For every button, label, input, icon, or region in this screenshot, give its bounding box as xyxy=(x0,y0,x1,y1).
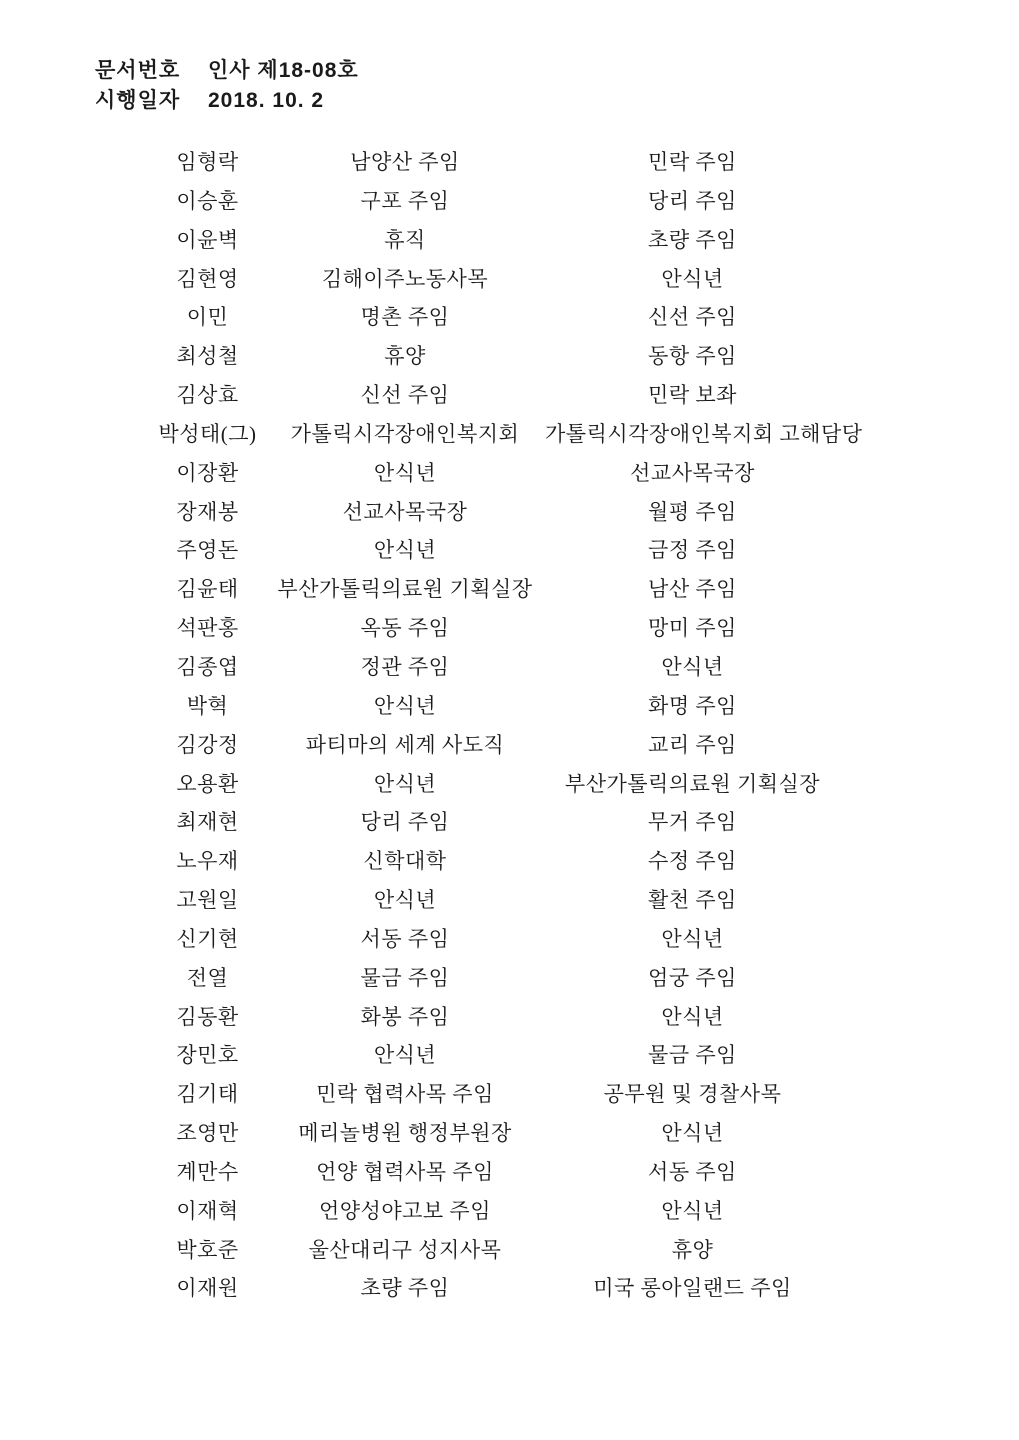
roster-cell-previous-position: 당리 주임 xyxy=(360,810,450,835)
roster-cell-previous-position: 안식년 xyxy=(373,1043,437,1068)
roster-cell-new-position: 휴양 xyxy=(671,1237,714,1262)
roster-row xyxy=(0,221,1019,260)
roster-cell-new-position: 월평 주임 xyxy=(648,499,737,524)
roster-cell-previous-position: 안식년 xyxy=(373,888,437,913)
roster-cell-previous-position: 안식년 xyxy=(373,460,437,485)
roster-cell-previous-position: 정관 주임 xyxy=(360,654,450,679)
roster-cell-name: 장민호 xyxy=(176,1043,239,1068)
roster-row xyxy=(0,1036,1019,1075)
roster-cell-previous-position: 언양 협력사목 주임 xyxy=(316,1159,494,1184)
roster-row xyxy=(0,959,1019,998)
roster-cell-previous-position: 물금 주임 xyxy=(360,965,450,990)
roster-row xyxy=(0,803,1019,842)
roster-cell-new-position: 물금 주임 xyxy=(648,1043,737,1068)
roster-cell-name: 박성태(그) xyxy=(158,421,257,446)
roster-cell-previous-position: 구포 주임 xyxy=(360,188,450,213)
roster-cell-new-position: 남산 주임 xyxy=(648,577,737,602)
roster-cell-name: 신기현 xyxy=(176,926,239,951)
roster-cell-name: 이민 xyxy=(186,305,229,330)
roster-row xyxy=(0,143,1019,182)
roster-row xyxy=(0,881,1019,920)
roster-cell-name: 김강정 xyxy=(176,732,239,757)
roster-cell-name: 고원일 xyxy=(176,888,239,913)
roster-cell-new-position: 수정 주임 xyxy=(648,849,737,874)
roster-row xyxy=(0,298,1019,337)
roster-cell-new-position: 엄궁 주임 xyxy=(648,965,737,990)
roster-cell-name: 김동환 xyxy=(176,1004,239,1029)
roster-cell-previous-position: 민락 협력사목 주임 xyxy=(316,1082,494,1107)
roster-cell-name: 김종엽 xyxy=(176,654,239,679)
roster-cell-previous-position: 안식년 xyxy=(373,771,437,796)
roster-cell-name: 최재현 xyxy=(176,810,239,835)
roster-cell-new-position: 안식년 xyxy=(661,1121,724,1146)
roster-cell-previous-position: 김해이주노동사목 xyxy=(321,266,489,291)
roster-cell-previous-position: 휴양 xyxy=(384,344,426,369)
doc-number-label: 문서번호 xyxy=(95,59,181,82)
roster-row xyxy=(0,1192,1019,1231)
roster-row xyxy=(0,1153,1019,1192)
roster-cell-name: 주영돈 xyxy=(176,538,239,563)
roster-cell-name: 이재혁 xyxy=(176,1198,239,1223)
roster-cell-new-position: 서동 주임 xyxy=(648,1159,737,1184)
roster-cell-previous-position: 가톨릭시각장애인복지회 xyxy=(290,421,520,446)
roster-cell-new-position: 망미 주임 xyxy=(648,616,737,641)
roster-cell-new-position: 공무원 및 경찰사목 xyxy=(603,1082,782,1107)
roster-cell-name: 이재원 xyxy=(176,1276,239,1301)
roster-cell-previous-position: 안식년 xyxy=(373,538,437,563)
doc-number-line xyxy=(95,56,359,86)
roster-cell-new-position: 안식년 xyxy=(661,654,724,679)
roster-cell-previous-position: 초량 주임 xyxy=(360,1276,450,1301)
roster-row xyxy=(0,1114,1019,1153)
roster-cell-previous-position: 부산가톨릭의료원 기획실장 xyxy=(277,577,533,602)
roster-row xyxy=(0,920,1019,959)
roster-cell-previous-position: 남양산 주임 xyxy=(350,150,460,174)
roster-cell-name: 전열 xyxy=(186,965,229,990)
roster-cell-name: 임형락 xyxy=(176,150,239,174)
roster-cell-new-position: 안식년 xyxy=(661,1004,724,1029)
roster-cell-name: 박호준 xyxy=(176,1237,239,1262)
roster-row xyxy=(0,687,1019,726)
roster-cell-name: 조영만 xyxy=(176,1121,239,1146)
roster-row xyxy=(0,842,1019,881)
roster-cell-previous-position: 화봉 주임 xyxy=(360,1004,450,1029)
roster-cell-new-position: 금정 주임 xyxy=(648,538,737,563)
roster-cell-name: 김기태 xyxy=(176,1082,239,1107)
roster-cell-name: 석판홍 xyxy=(176,616,239,641)
roster-cell-previous-position: 울산대리구 성지사목 xyxy=(308,1237,502,1262)
roster-cell-previous-position: 서동 주임 xyxy=(360,926,450,951)
roster-cell-new-position: 동항 주임 xyxy=(648,344,737,369)
roster-cell-new-position: 민락 보좌 xyxy=(648,383,737,408)
roster-cell-new-position: 신선 주임 xyxy=(648,305,737,330)
roster-cell-previous-position: 메리놀병원 행정부원장 xyxy=(298,1121,512,1146)
roster-row xyxy=(0,1231,1019,1270)
roster-row xyxy=(0,570,1019,609)
roster-cell-name: 박혁 xyxy=(186,693,229,718)
roster-cell-new-position: 안식년 xyxy=(661,926,724,951)
roster-row xyxy=(0,1269,1019,1308)
roster-row xyxy=(0,260,1019,299)
roster-cell-name: 오용환 xyxy=(176,771,239,796)
roster-row xyxy=(0,531,1019,570)
roster-cell-previous-position: 파티마의 세계 사도직 xyxy=(305,732,505,757)
roster-cell-previous-position: 언양성야고보 주임 xyxy=(318,1198,492,1223)
roster-row xyxy=(0,726,1019,765)
roster-cell-new-position: 민락 주임 xyxy=(648,150,737,174)
effective-date-label: 시행일자 xyxy=(95,89,181,112)
roster-cell-new-position: 미국 롱아일랜드 주임 xyxy=(593,1276,792,1301)
roster-row xyxy=(0,415,1019,454)
roster-cell-new-position: 초량 주임 xyxy=(648,227,737,252)
roster-row xyxy=(0,609,1019,648)
roster-cell-new-position: 안식년 xyxy=(661,1198,724,1223)
roster-row xyxy=(0,648,1019,687)
roster-cell-name: 노우재 xyxy=(176,849,239,874)
roster-cell-new-position: 가톨릭시각장애인복지회 고해담당 xyxy=(545,421,863,446)
personnel-roster xyxy=(0,143,1019,1308)
roster-cell-new-position: 당리 주임 xyxy=(648,188,737,213)
roster-row xyxy=(0,182,1019,221)
roster-row xyxy=(0,376,1019,415)
roster-cell-previous-position: 옥동 주임 xyxy=(360,616,450,641)
roster-cell-new-position: 부산가톨릭의료원 기획실장 xyxy=(564,771,821,796)
effective-date-value: 2018. 10. 2 xyxy=(208,89,325,112)
roster-cell-previous-position: 안식년 xyxy=(373,693,437,718)
roster-cell-name: 김상효 xyxy=(176,383,239,408)
roster-cell-new-position: 활천 주임 xyxy=(648,888,737,913)
roster-cell-previous-position: 신선 주임 xyxy=(360,383,450,408)
roster-cell-name: 이윤벽 xyxy=(176,227,239,252)
roster-cell-name: 이장환 xyxy=(176,460,239,485)
roster-cell-name: 김윤태 xyxy=(176,577,239,602)
roster-cell-previous-position: 휴직 xyxy=(384,227,426,252)
roster-cell-name: 장재봉 xyxy=(176,499,239,524)
roster-row xyxy=(0,493,1019,532)
roster-cell-name: 이승훈 xyxy=(176,188,239,213)
roster-cell-new-position: 선교사목국장 xyxy=(630,460,755,485)
roster-row xyxy=(0,765,1019,804)
roster-row xyxy=(0,454,1019,493)
effective-date-line xyxy=(95,86,359,116)
roster-cell-previous-position: 선교사목국장 xyxy=(342,499,468,524)
roster-cell-new-position: 안식년 xyxy=(661,266,724,291)
roster-row xyxy=(0,998,1019,1037)
document-header xyxy=(95,56,359,116)
roster-cell-name: 김현영 xyxy=(176,266,239,291)
roster-cell-new-position: 무거 주임 xyxy=(648,810,737,835)
roster-cell-name: 최성철 xyxy=(176,344,239,369)
doc-number-value: 인사 제18-08호 xyxy=(208,59,359,82)
roster-cell-name: 계만수 xyxy=(176,1159,239,1184)
roster-cell-previous-position: 신학대학 xyxy=(363,849,447,874)
roster-cell-previous-position: 명촌 주임 xyxy=(360,305,450,330)
roster-row xyxy=(0,1075,1019,1114)
roster-row xyxy=(0,337,1019,376)
roster-cell-new-position: 화명 주임 xyxy=(648,693,737,718)
roster-cell-new-position: 교리 주임 xyxy=(648,732,737,757)
